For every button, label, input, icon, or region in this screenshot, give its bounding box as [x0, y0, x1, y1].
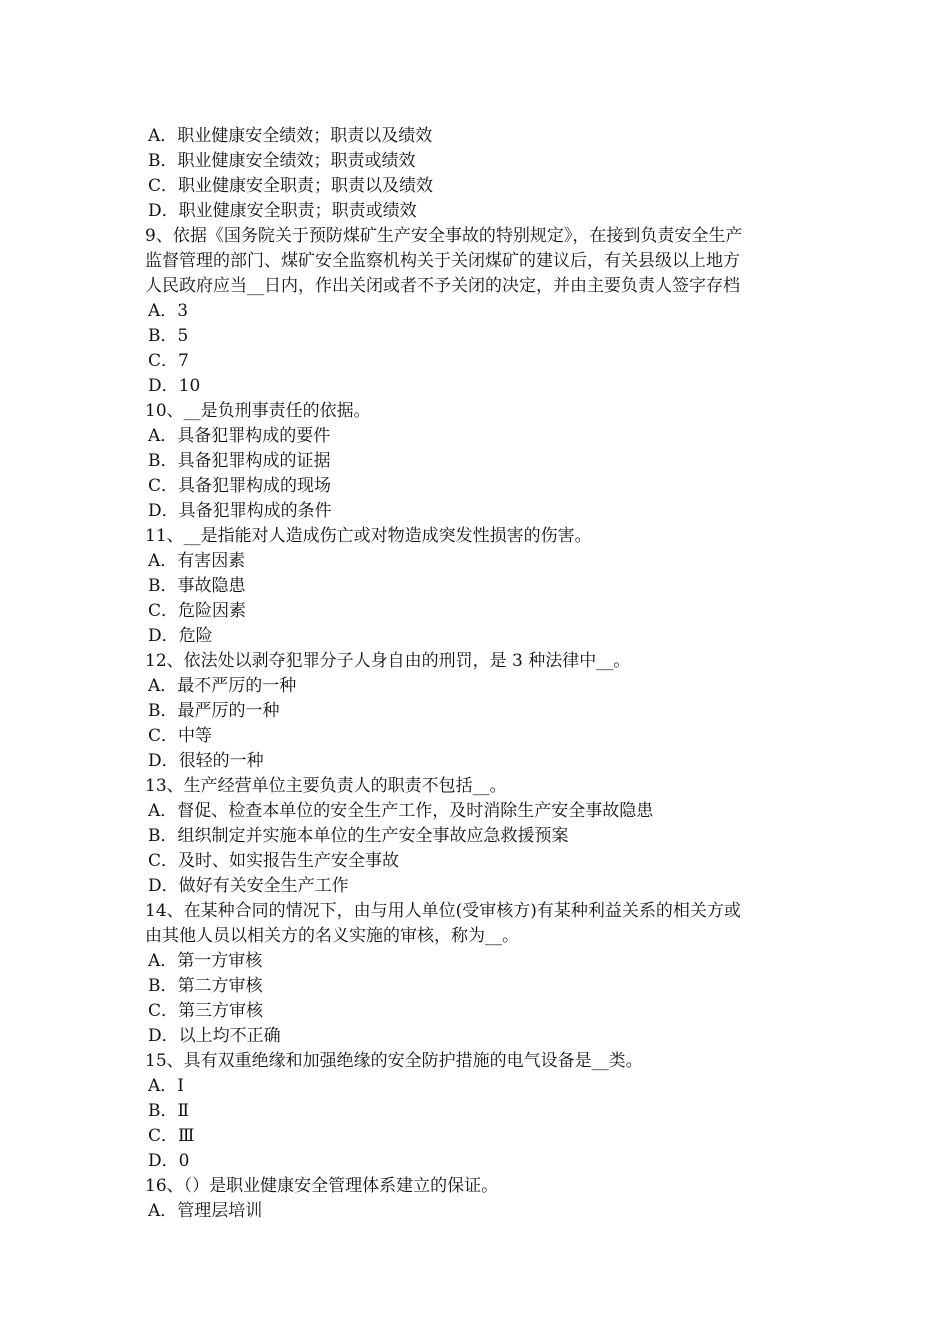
question-text: 12、依法处以剥夺犯罪分子人身自由的刑罚，是 3 种法律中__。	[145, 651, 631, 671]
answer-option: C．及时、如实报告生产安全事故	[148, 851, 400, 871]
answer-option: A．有害因素	[148, 551, 246, 571]
answer-option: A．督促、检查本单位的安全生产工作，及时消除生产安全事故隐患	[148, 801, 654, 821]
answer-option: A．职业健康安全绩效；职责以及绩效	[148, 126, 433, 146]
answer-option: C．Ⅲ	[148, 1126, 195, 1146]
answer-option: C．7	[148, 351, 189, 371]
answer-option: C．第三方审核	[148, 1001, 264, 1021]
answer-option: D．危险	[148, 626, 213, 646]
answer-option: B．职业健康安全绩效；职责或绩效	[148, 151, 416, 171]
question-text: 16、（）是职业健康安全管理体系建立的保证。	[145, 1176, 499, 1196]
answer-option: B．Ⅱ	[148, 1101, 190, 1121]
answer-option: D．具备犯罪构成的条件	[148, 501, 332, 521]
question-text: 15、具有双重绝缘和加强绝缘的安全防护措施的电气设备是__类。	[145, 1051, 643, 1071]
answer-option: D．以上均不正确	[148, 1026, 281, 1046]
question-text: 13、生产经营单位主要负责人的职责不包括__。	[145, 776, 507, 796]
answer-option: A．3	[148, 301, 189, 321]
answer-option: C．危险因素	[148, 601, 247, 621]
answer-option: C．中等	[148, 726, 213, 746]
answer-option: A．具备犯罪构成的要件	[148, 426, 331, 446]
answer-option: B．最严厉的一种	[148, 701, 280, 721]
answer-option: C．具备犯罪构成的现场	[148, 476, 332, 496]
answer-option: A．第一方审核	[148, 951, 263, 971]
question-text: 14、在某种合同的情况下，由与用人单位(受审核方)有某种利益关系的相关方或	[145, 901, 741, 921]
question-text: 9、依据《国务院关于预防煤矿生产安全事故的特别规定》，在接到负责安全生产	[145, 226, 743, 246]
answer-option: B．具备犯罪构成的证据	[148, 451, 331, 471]
answer-option: D．职业健康安全职责；职责或绩效	[148, 201, 417, 221]
question-text: 由其他人员以相关方的名义实施的审核，称为__。	[145, 926, 519, 946]
question-text: 监督管理的部门、煤矿安全监察机构关于关闭煤矿的建议后，有关县级以上地方	[145, 251, 740, 271]
question-text: 10、__是负刑事责任的依据。	[145, 401, 371, 421]
answer-option: B．第二方审核	[148, 976, 263, 996]
answer-option: D．10	[148, 376, 201, 396]
question-text: 11、__是指能对人造成伤亡或对物造成突发性损害的伤害。	[145, 526, 592, 546]
answer-option: A．Ⅰ	[148, 1076, 184, 1096]
answer-option: D．0	[148, 1151, 190, 1171]
answer-option: B．5	[148, 326, 189, 346]
answer-option: A．管理层培训	[148, 1201, 263, 1221]
question-text: 人民政府应当__日内，作出关闭或者不予关闭的决定，并由主要负责人签字存档	[145, 276, 740, 296]
answer-option: B．事故隐患	[148, 576, 246, 596]
answer-option: B．组织制定并实施本单位的生产安全事故应急救援预案	[148, 826, 569, 846]
answer-option: D．做好有关安全生产工作	[148, 876, 349, 896]
answer-option: A．最不严厉的一种	[148, 676, 297, 696]
exam-questions-body	[145, 124, 815, 1224]
answer-option: C．职业健康安全职责；职责以及绩效	[148, 176, 434, 196]
answer-option: D．很轻的一种	[148, 751, 264, 771]
